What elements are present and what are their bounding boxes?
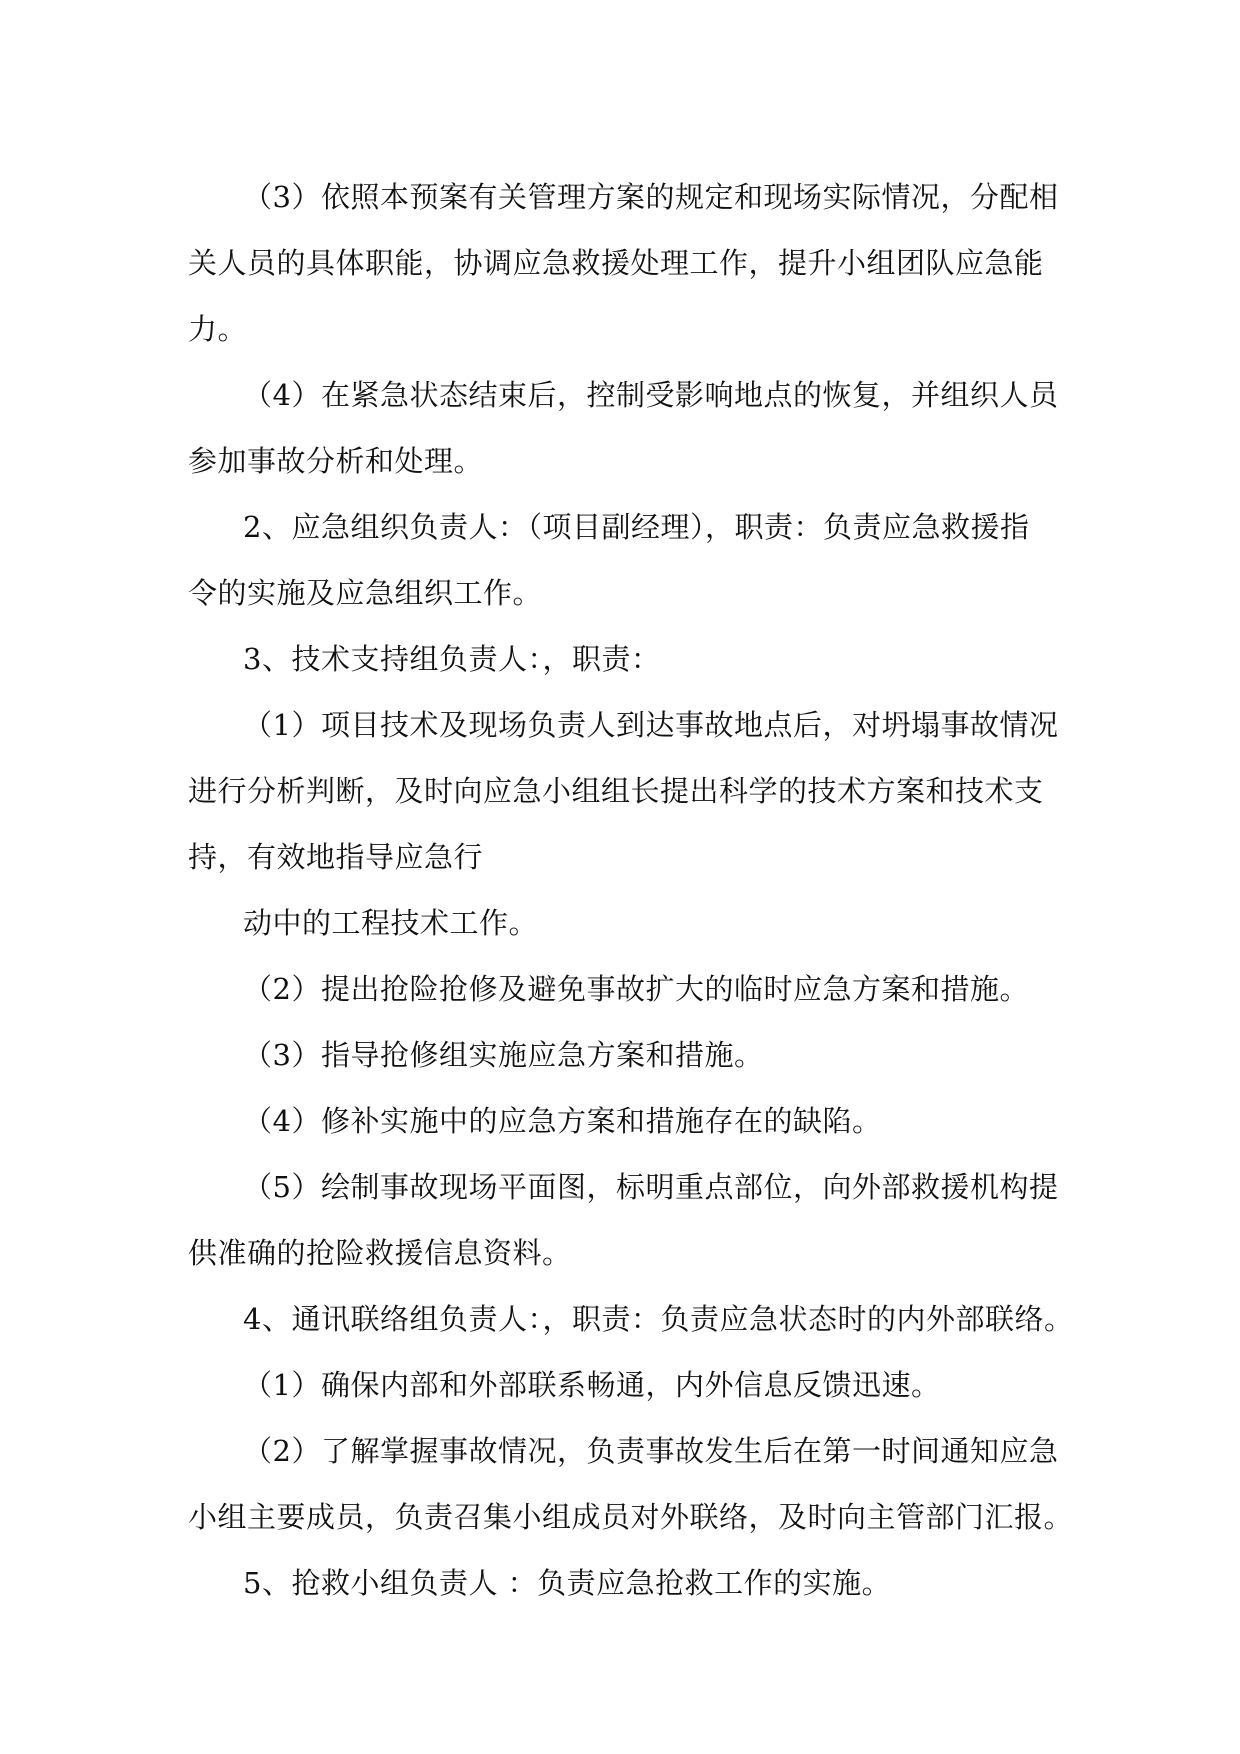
- text-line: 关人员的具体职能，协调应急救援处理工作，提升小组团队应急能: [188, 246, 1044, 280]
- text-line: 参加事故分析和处理。: [188, 444, 484, 478]
- text-line: 2、应急组织负责人：（项目副经理），职责：负责应急救援指: [243, 510, 1030, 544]
- text-line: （3）依照本预案有关管理方案的规定和现场实际情况，分配相: [243, 180, 1059, 214]
- text-line: （2）提出抢险抢修及避免事故扩大的临时应急方案和措施。: [243, 972, 1029, 1006]
- text-line: （1）项目技术及现场负责人到达事故地点后，对坍塌事故情况: [243, 708, 1059, 742]
- text-line: 动中的工程技术工作。: [243, 906, 539, 940]
- text-line: （4）在紧急状态结束后，控制受影响地点的恢复，并组织人员: [243, 378, 1059, 412]
- text-line: （5）绘制事故现场平面图，标明重点部位，向外部救援机构提: [243, 1170, 1059, 1204]
- text-line: 供准确的抢险救援信息资料。: [188, 1236, 572, 1270]
- text-line: （4）修补实施中的应急方案和措施存在的缺陷。: [243, 1104, 882, 1138]
- text-line: 持，有效地指导应急行: [188, 840, 484, 874]
- text-line: （1）确保内部和外部联系畅通，内外信息反馈迅速。: [243, 1368, 941, 1402]
- text-line: 进行分析判断，及时向应急小组组长提出科学的技术方案和技术支: [188, 774, 1044, 808]
- text-line: 小组主要成员，负责召集小组成员对外联络，及时向主管部门汇报。: [188, 1500, 1074, 1534]
- text-line: 5、抢救小组负责人 ：负责应急抢救工作的实施。: [243, 1566, 892, 1600]
- text-line: 力。: [188, 312, 248, 346]
- text-line: 4、通讯联络组负责人：，职责：负责应急状态时的内外部联络。: [243, 1302, 1074, 1336]
- text-line: 3、技术支持组负责人：，职责：: [243, 642, 661, 676]
- text-line: 令的实施及应急组织工作。: [188, 576, 543, 610]
- text-line: （3）指导抢修组实施应急方案和措施。: [243, 1038, 764, 1072]
- text-line: （2）了解掌握事故情况，负责事故发生后在第一时间通知应急: [243, 1434, 1059, 1468]
